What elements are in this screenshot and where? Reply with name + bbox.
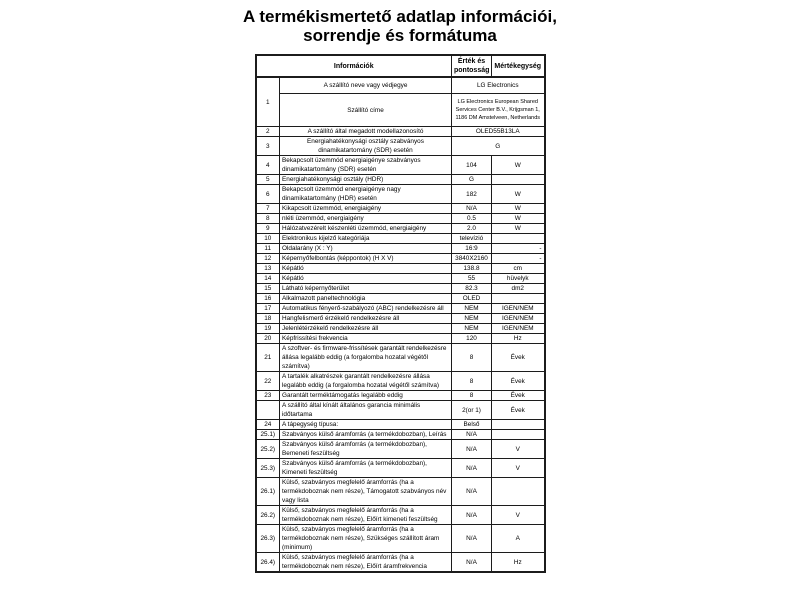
info-cell: Bekapcsolt üzemmód energiaigénye nagy dinamikatartomány (HDR) esetén	[280, 185, 452, 204]
table-row	[256, 344, 545, 372]
unit-cell: Évek	[492, 401, 545, 420]
table-row	[256, 127, 545, 137]
table-row	[256, 478, 545, 506]
info-cell: Energiahatékonysági osztály szabványos dinamikatartomány (SDR) esetén	[280, 137, 452, 156]
row-number-cell: 26.2)	[256, 506, 280, 525]
table-row	[256, 391, 545, 401]
row-number-cell: 14	[256, 274, 280, 284]
info-cell: Elektronikus kijelző kategóriája	[280, 234, 452, 244]
row-number-cell: 3	[256, 137, 280, 156]
table-row	[256, 94, 545, 127]
value-cell: Belső	[452, 420, 492, 430]
unit-cell: V	[492, 440, 545, 459]
table-row	[256, 185, 545, 204]
value-cell: 104	[452, 156, 492, 175]
table-row	[256, 459, 545, 478]
info-cell: Automatikus fényerő-szabályozó (ABC) rendelkezésre áll	[280, 304, 452, 314]
page-title-line1: A termékismertető adatlap információi,	[243, 7, 557, 26]
table-row	[256, 553, 545, 573]
unit-cell: W	[492, 224, 545, 234]
table-row	[256, 244, 545, 254]
row-number-cell: 25.1)	[256, 430, 280, 440]
row-number-cell: 26.1)	[256, 478, 280, 506]
table-row	[256, 430, 545, 440]
value-cell: 120	[452, 334, 492, 344]
header-ertek-es-pontossag: Érték és pontosság	[452, 55, 492, 77]
row-number-cell: 17	[256, 304, 280, 314]
row-number-cell: 12	[256, 254, 280, 264]
row-number-cell: 8	[256, 214, 280, 224]
value-cell: 2(or 1)	[452, 401, 492, 420]
unit-cell	[492, 175, 545, 185]
unit-cell: cm	[492, 264, 545, 274]
unit-cell: IGEN/NEM	[492, 324, 545, 334]
info-cell: Szállító címe	[280, 94, 452, 127]
info-cell: nléti üzemmód, energiaigény	[280, 214, 452, 224]
unit-cell	[492, 478, 545, 506]
unit-cell: W	[492, 156, 545, 175]
table-row	[256, 274, 545, 284]
value-cell: NEM	[452, 314, 492, 324]
info-cell: A szállító neve vagy védjegye	[280, 77, 452, 94]
row-number-cell: 18	[256, 314, 280, 324]
unit-cell	[492, 234, 545, 244]
value-cell: N/A	[452, 204, 492, 214]
unit-cell: Évek	[492, 372, 545, 391]
row-number-cell: 19	[256, 324, 280, 334]
row-number-cell: 10	[256, 234, 280, 244]
table-row	[256, 506, 545, 525]
unit-cell: W	[492, 204, 545, 214]
unit-cell: Hz	[492, 334, 545, 344]
value-cell: N/A	[452, 478, 492, 506]
row-number-cell: 26.4)	[256, 553, 280, 573]
value-cell: G	[452, 137, 545, 156]
unit-cell	[492, 420, 545, 430]
info-cell: Szabványos külső áramforrás (a termékdobozban), Leírás	[280, 430, 452, 440]
row-number-cell: 6	[256, 185, 280, 204]
info-cell: Bekapcsolt üzemmód energiaigénye szabványos dinamikatartomány (SDR) esetén	[280, 156, 452, 175]
row-number-cell: 9	[256, 224, 280, 234]
table-row	[256, 137, 545, 156]
info-cell: Külső, szabványos megfelelő áramforrás (ha a termékdoboznak nem része), Szükséges szállított áram (minimum)	[280, 525, 452, 553]
value-cell: N/A	[452, 506, 492, 525]
document-page	[0, 7, 800, 607]
table-row	[256, 254, 545, 264]
info-cell: A szoftver- és firmware-frissítések garantált rendelkezésre állása legalább eddig (a forgalomba hozatal végétől számítva)	[280, 344, 452, 372]
unit-cell: Évek	[492, 391, 545, 401]
table-row	[256, 77, 545, 94]
table-row	[256, 204, 545, 214]
info-cell: Energiahatékonysági osztály (HDR)	[280, 175, 452, 185]
info-cell: Hálózatvezérelt készenléti üzemmód, energiaigény	[280, 224, 452, 234]
row-number-cell: 15	[256, 284, 280, 294]
info-cell: Képfrissítési frekvencia	[280, 334, 452, 344]
row-number-cell: 1	[256, 77, 280, 127]
row-number-cell: 7	[256, 204, 280, 214]
unit-cell: V	[492, 459, 545, 478]
table-row	[256, 284, 545, 294]
unit-cell: Hz	[492, 553, 545, 573]
info-cell: Garantált terméktámogatás legalább eddig	[280, 391, 452, 401]
value-cell: LG Electronics European Shared Services Center B.V., Krijgsman 1, 1186 DM Amstelveen, Netherlands	[452, 94, 545, 127]
value-cell: N/A	[452, 430, 492, 440]
table-row	[256, 324, 545, 334]
row-number-cell: 11	[256, 244, 280, 254]
unit-cell: IGEN/NEM	[492, 314, 545, 324]
row-number-cell: 22	[256, 372, 280, 391]
table-row	[256, 401, 545, 420]
table-row	[256, 525, 545, 553]
value-cell: G	[452, 175, 492, 185]
row-number-cell: 26.3)	[256, 525, 280, 553]
info-cell: Képátló	[280, 274, 452, 284]
value-cell: N/A	[452, 525, 492, 553]
table-row	[256, 334, 545, 344]
value-cell: 182	[452, 185, 492, 204]
row-number-cell: 25.2)	[256, 440, 280, 459]
info-cell: Képernyőfelbontás (képpontok) (H X V)	[280, 254, 452, 264]
table-row	[256, 304, 545, 314]
value-cell: 55	[452, 274, 492, 284]
value-cell: 8	[452, 372, 492, 391]
info-cell: Jelenlétérzékelő rendelkezésre áll	[280, 324, 452, 334]
info-cell: A szállító által megadott modellazonosító	[280, 127, 452, 137]
unit-cell	[492, 430, 545, 440]
row-number-cell	[256, 401, 280, 420]
info-cell: Alkalmazott paneltechnológia	[280, 294, 452, 304]
row-number-cell: 23	[256, 391, 280, 401]
info-cell: Külső, szabványos megfelelő áramforrás (ha a termékdoboznak nem része), Támogatott szabványos név vagy lista	[280, 478, 452, 506]
page-title-line2: sorrendje és formátuma	[303, 26, 497, 45]
unit-cell: W	[492, 214, 545, 224]
unit-cell: Évek	[492, 344, 545, 372]
unit-cell: -	[492, 244, 545, 254]
table-row	[256, 234, 545, 244]
value-cell: NEM	[452, 324, 492, 334]
info-cell: Külső, szabványos megfelelő áramforrás (ha a termékdoboznak nem része), Előírt áramfrekvencia	[280, 553, 452, 573]
value-cell: televízió	[452, 234, 492, 244]
table-row	[256, 156, 545, 175]
unit-cell	[492, 294, 545, 304]
value-cell: OLED	[452, 294, 492, 304]
value-cell: 0.5	[452, 214, 492, 224]
info-cell: A tápegység típusa:	[280, 420, 452, 430]
value-cell: 3840X2160	[452, 254, 492, 264]
row-number-cell: 13	[256, 264, 280, 274]
table-row	[256, 420, 545, 430]
table-row	[256, 214, 545, 224]
info-cell: Képátló	[280, 264, 452, 274]
info-cell: A szállító által kínált általános garancia minimális időtartama	[280, 401, 452, 420]
value-cell: 2.0	[452, 224, 492, 234]
info-cell: Látható képernyőterület	[280, 284, 452, 294]
row-number-cell: 25.3)	[256, 459, 280, 478]
header-mertekegyseg: Mértékegység	[492, 55, 545, 77]
value-cell: N/A	[452, 553, 492, 573]
info-cell: Szabványos külső áramforrás (a termékdobozban), Bemeneti feszültség	[280, 440, 452, 459]
value-cell: LG Electronics	[452, 77, 545, 94]
value-cell: 82.3	[452, 284, 492, 294]
value-cell: 8	[452, 391, 492, 401]
row-number-cell: 16	[256, 294, 280, 304]
row-number-cell: 20	[256, 334, 280, 344]
table-row	[256, 264, 545, 274]
table-row	[256, 440, 545, 459]
unit-cell: A	[492, 525, 545, 553]
table-row	[256, 294, 545, 304]
value-cell: N/A	[452, 459, 492, 478]
unit-cell: -	[492, 254, 545, 264]
value-cell: 138.8	[452, 264, 492, 274]
table-row	[256, 224, 545, 234]
value-cell: N/A	[452, 440, 492, 459]
header-informaciok: Információk	[256, 55, 452, 77]
info-cell: A tartalék alkatrészek garantált rendelkezésre állása legalább eddig (a forgalomba hozatal végétől számítva)	[280, 372, 452, 391]
unit-cell: dm2	[492, 284, 545, 294]
row-number-cell: 21	[256, 344, 280, 372]
unit-cell: V	[492, 506, 545, 525]
value-cell: OLED55B13LA	[452, 127, 545, 137]
value-cell: NEM	[452, 304, 492, 314]
row-number-cell: 4	[256, 156, 280, 175]
row-number-cell: 5	[256, 175, 280, 185]
row-number-cell: 24	[256, 420, 280, 430]
info-cell: Kikapcsolt üzemmód, energiaigény	[280, 204, 452, 214]
info-cell: Hangfelismerő érzékelő rendelkezésre áll	[280, 314, 452, 324]
info-cell: Külső, szabványos megfelelő áramforrás (ha a termékdoboznak nem része), Előírt kimeneti feszültség	[280, 506, 452, 525]
value-cell: 8	[452, 344, 492, 372]
unit-cell: hüvelyk	[492, 274, 545, 284]
table-row	[256, 314, 545, 324]
unit-cell: W	[492, 185, 545, 204]
table-header-row	[256, 55, 545, 77]
unit-cell: IGEN/NEM	[492, 304, 545, 314]
table-row	[256, 175, 545, 185]
info-cell: Szabványos külső áramforrás (a termékdobozban), Kimeneti feszültség	[280, 459, 452, 478]
table-row	[256, 372, 545, 391]
page-title	[0, 7, 800, 45]
value-cell: 16:9	[452, 244, 492, 254]
product-datasheet-table	[255, 54, 546, 573]
info-cell: Oldalarány (X : Y)	[280, 244, 452, 254]
row-number-cell: 2	[256, 127, 280, 137]
